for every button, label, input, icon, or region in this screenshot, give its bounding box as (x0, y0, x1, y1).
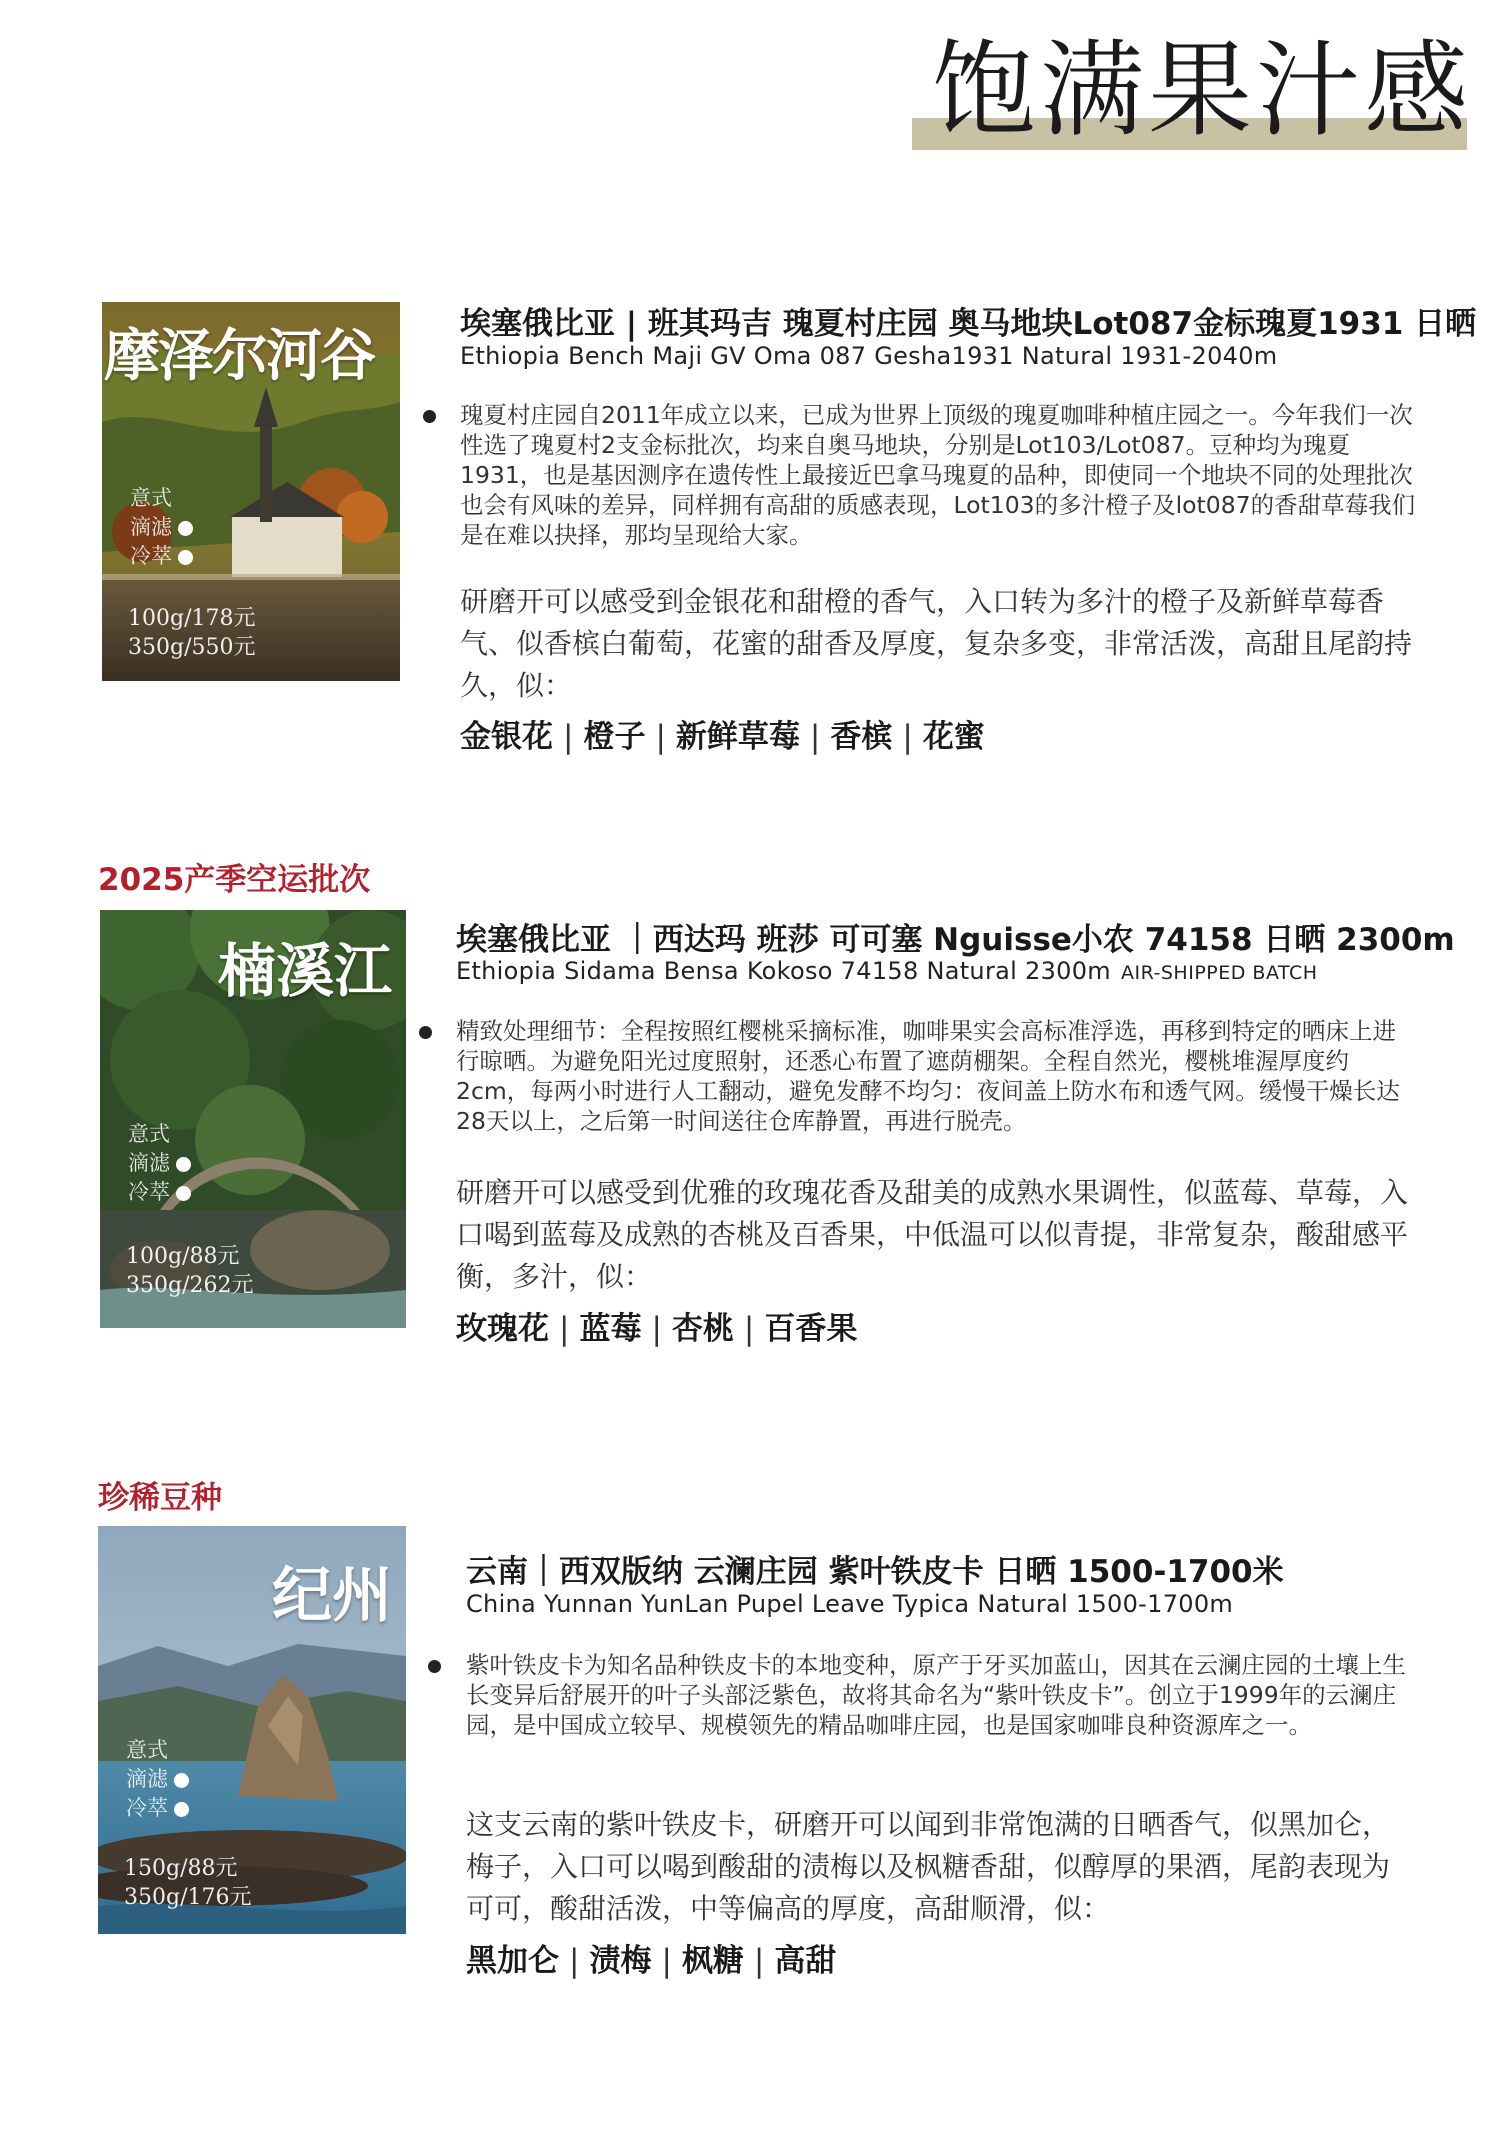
brew-methods (126, 1736, 189, 1823)
dot-icon (176, 1157, 191, 1172)
product-intro: 精致处理细节：全程按照红樱桃采摘标准，咖啡果实会高标准浮选，再移到特定的晒床上进行晾晒。为避免阳光过度照射，还悉心布置了遮荫棚架。全程自然光，樱桃堆渥厚度约2cm，每两小时进行人工翻动，避免发酵不均匀：夜间盖上防水布和透气网。缓慢干燥长达28天以上，之后第一时间送往仓库静置，再进行脱壳。 (456, 1017, 1400, 1135)
flavor-note: 杏桃 (671, 1311, 734, 1347)
dot-icon (178, 521, 193, 536)
product-name-en-sub: AIR-SHIPPED BATCH (1120, 962, 1318, 984)
product-name-cn: 云南｜西双版纳 云澜庄园 紫叶铁皮卡 日晒 1500-1700米 (466, 1554, 1284, 1590)
flavor-note: 黑加仑 (466, 1943, 559, 1979)
flavor-note: 蓝莓 (579, 1311, 642, 1347)
product-photo-kishu (98, 1526, 406, 1934)
flavor-note: 橙子 (583, 719, 646, 755)
dot-icon (178, 550, 193, 565)
page-title-block (912, 29, 1473, 151)
product-name-en (466, 1590, 1233, 1618)
method-drip: 滴滤 (126, 1767, 168, 1791)
flavor-notes: 金银花 | 橙子 | 新鲜草莓 | 香槟 | 花蜜 (460, 719, 985, 755)
flavor-note: 金银花 (460, 719, 553, 755)
price-large: 350g/550元 (128, 635, 256, 660)
product-name-en-text: Ethiopia Bench Maji GV Oma 087 Gesha1931 Natural 1931-2040m (460, 342, 1278, 370)
product-name-en (456, 957, 1318, 985)
method-drip: 滴滤 (128, 1151, 170, 1175)
flavor-note: 百香果 (764, 1311, 858, 1347)
flavor-notes: 黑加仑 | 渍梅 | 枫糖 | 高甜 (466, 1943, 837, 1979)
bullet-dot-icon (419, 1026, 432, 1039)
method-coldbrew: 冷萃 (128, 1180, 170, 1204)
dot-icon (174, 1773, 189, 1788)
price-small: 100g/88元 (126, 1244, 240, 1269)
tasting-description: 这支云南的紫叶铁皮卡，研磨开可以闻到非常饱满的日晒香气，似黑加仑，梅子，入口可以喝到酸甜的渍梅以及枫糖香甜，似醇厚的果酒，尾韵表现为可可，酸甜活泼，中等偏高的厚度，高甜顺滑，似： (466, 1808, 1391, 1925)
rare-variety-tag: 珍稀豆种 (98, 1480, 222, 1516)
method-coldbrew-row (130, 542, 193, 571)
flavor-note: 香槟 (830, 719, 893, 755)
price-small: 150g/88元 (124, 1856, 238, 1881)
product-photo-moselle (102, 302, 400, 681)
product-name-en-text: Ethiopia Sidama Bensa Kokoso 74158 Natural 2300m (456, 957, 1111, 985)
flavor-note: 枫糖 (681, 1943, 744, 1979)
method-coldbrew-row (126, 1794, 189, 1823)
dot-icon (176, 1186, 191, 1201)
product-name-en (460, 342, 1277, 370)
page-title: 饱满果汁感 (932, 29, 1473, 151)
flavor-note: 花蜜 (922, 719, 985, 755)
region-label: 楠溪江 (217, 937, 392, 1005)
price-list (128, 604, 255, 662)
product-photo-nanxi (100, 910, 406, 1328)
price-large: 350g/262元 (126, 1273, 254, 1298)
brew-methods (130, 484, 193, 571)
batch-tag: 2025产季空运批次 (98, 862, 371, 898)
product-name-en-text: China Yunnan YunLan Pupel Leave Typica Natural 1500-1700m (466, 1590, 1234, 1618)
dot-icon (174, 1802, 189, 1817)
product-intro: 瑰夏村庄园自2011年成立以来，已成为世界上顶级的瑰夏咖啡种植庄园之一。今年我们一次性选了瑰夏村2支金标批次，均来自奥马地块，分别是Lot103/Lot087。豆种均为瑰夏1931，也是基因测序在遗传性上最接近巴拿马瑰夏的品种，即使同一个地块不同的处理批次也会有风味的差异，同样拥有高甜的质感表现，Lot103的多汁橙子及lot087的香甜草莓我们是在难以抉择，那均呈现给大家。 (460, 401, 1416, 549)
method-espresso: 意式 (130, 486, 172, 510)
price-large: 350g/176元 (124, 1885, 252, 1910)
tasting-description: 研磨开可以感受到金银花和甜橙的香气，入口转为多汁的橙子及新鲜草莓香气、似香槟白葡萄，花蜜的甜香及厚度，复杂多变，非常活泼，高甜且尾韵持久，似： (460, 585, 1413, 702)
method-drip: 滴滤 (130, 515, 172, 539)
bullet-dot-icon (423, 410, 436, 423)
method-drip-row (126, 1765, 189, 1794)
product-name-cn: 埃塞俄比亚 | 班其玛吉 瑰夏村庄园 奥马地块Lot087金标瑰夏1931 日晒 (460, 306, 1477, 342)
method-coldbrew: 冷萃 (130, 544, 172, 568)
product-name-cn: 埃塞俄比亚 ｜西达玛 班莎 可可塞 Nguisse小农 74158 日晒 2300m (456, 922, 1455, 958)
brew-methods (128, 1120, 191, 1207)
price-list (126, 1242, 253, 1300)
region-label: 纪州 (272, 1561, 392, 1631)
method-coldbrew: 冷萃 (126, 1796, 168, 1820)
price-list (124, 1854, 251, 1912)
method-coldbrew-row (128, 1178, 191, 1207)
flavor-note: 高甜 (774, 1943, 837, 1979)
bullet-dot-icon (428, 1660, 441, 1673)
method-drip-row (128, 1149, 191, 1178)
product-intro: 紫叶铁皮卡为知名品种铁皮卡的本地变种，原产于牙买加蓝山，因其在云澜庄园的土壤上生长变异后舒展开的叶子头部泛紫色，故将其命名为“紫叶铁皮卡”。创立于1999年的云澜庄园，是中国成立较早、规模领先的精品咖啡庄园，也是国家咖啡良种资源库之一。 (466, 1651, 1406, 1739)
flavor-note: 新鲜草莓 (675, 719, 800, 755)
flavor-note: 玫瑰花 (456, 1311, 549, 1347)
region-label: 摩泽尔河谷 (104, 324, 374, 389)
method-drip-row (130, 513, 193, 542)
flavor-note: 渍梅 (589, 1943, 652, 1979)
method-espresso: 意式 (128, 1122, 170, 1146)
tasting-description: 研磨开可以感受到优雅的玫瑰花香及甜美的成熟水果调性，似蓝莓、草莓，入口喝到蓝莓及成熟的杏桃及百香果，中低温可以似青提，非常复杂，酸甜感平衡，多汁，似： (456, 1176, 1409, 1293)
method-espresso: 意式 (126, 1738, 168, 1762)
flavor-notes: 玫瑰花 | 蓝莓 | 杏桃 | 百香果 (456, 1311, 858, 1347)
price-small: 100g/178元 (128, 606, 256, 631)
